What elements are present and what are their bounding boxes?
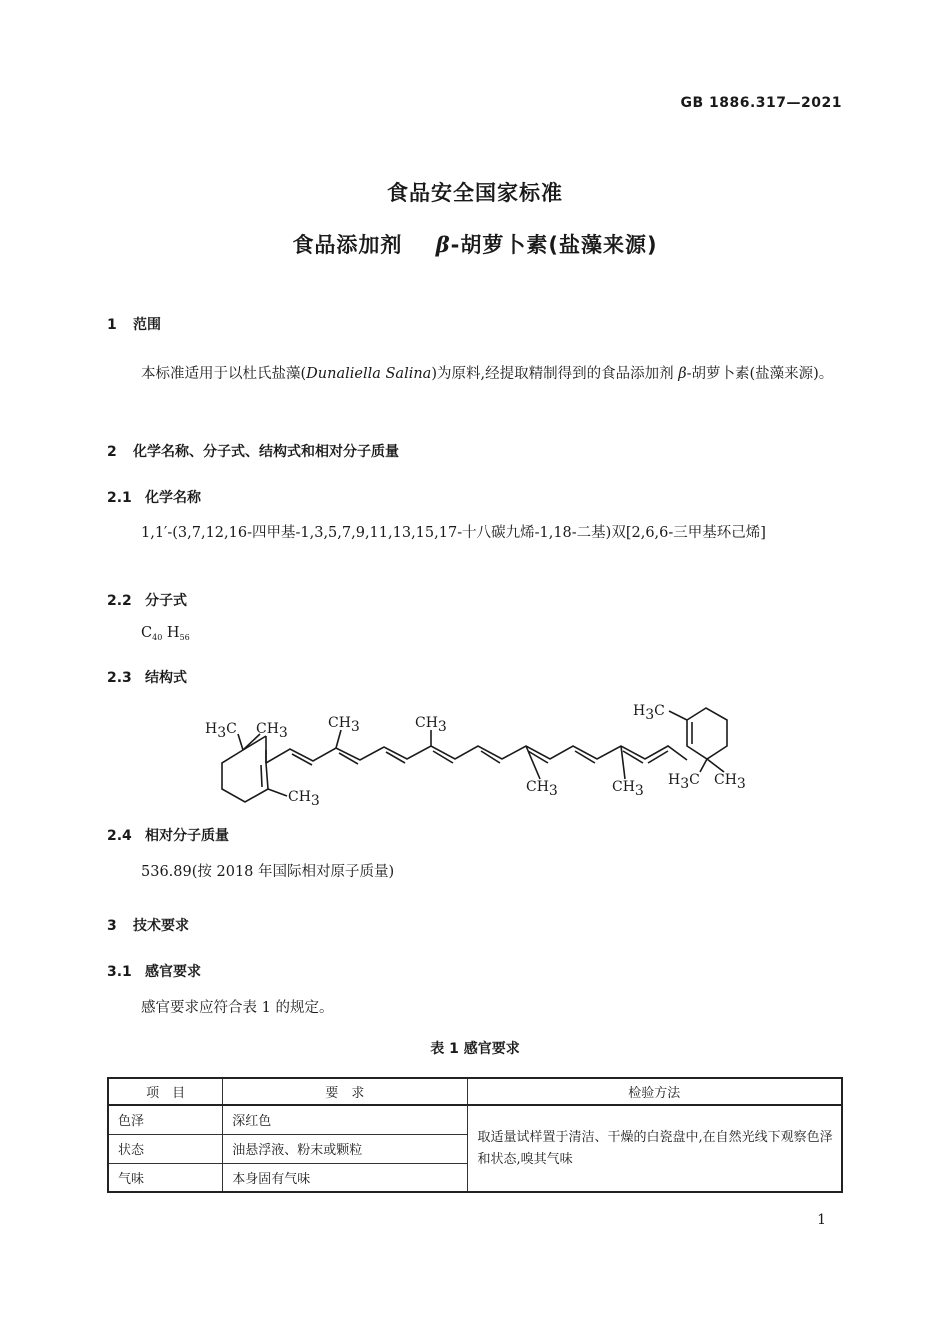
molecular-mass: 536.89(按 2018 年国际相对原子质量) [141,864,395,880]
cell-item: 气味 [108,1163,223,1192]
label-h3c-right-bottom: H3C [668,772,700,792]
formula-h-count: 56 [179,633,190,642]
cell-requirement: 油悬浮液、粉末或颗粒 [223,1134,467,1163]
left-gem-methyl-1 [238,734,243,750]
label-ch3-chain-4: CH3 [612,779,644,799]
species-name: Dunaliella Salina [306,366,432,382]
table-header-row [108,1078,842,1105]
section-number: 3 [107,918,117,934]
cell-item: 状态 [108,1134,223,1163]
chain-double-bond-9 [648,751,668,763]
section-title: 结构式 [145,670,187,686]
section-number: 1 [107,317,117,333]
label-h3c-right-top: H3C [633,703,665,723]
sensory-requirement-text: 感官要求应符合表 1 的规定。 [141,1000,334,1016]
section-title: 化学名称 [145,490,201,506]
scope-text-c: -胡萝卜素(盐藻来源)。 [686,366,834,382]
section-title: 范围 [133,317,161,333]
section-number: 2.4 [107,828,132,844]
left-ring-double-bond [261,765,262,787]
cell-requirement: 本身固有气味 [223,1163,467,1192]
right-ring-methyl [669,711,687,720]
header-requirement: 要 求 [223,1078,467,1105]
label-ch3-left-bottom: CH3 [288,789,320,809]
standard-code: GB 1886.317—2021 [680,95,842,111]
section-title: 化学名称、分子式、结构式和相对分子质量 [133,444,399,460]
formula-c: C [141,625,153,641]
label-ch3-chain-3: CH3 [526,779,558,799]
subtitle-suffix: -胡萝卜素(盐藻来源) [450,233,658,257]
cell-requirement: 深红色 [223,1105,467,1134]
section-title: 分子式 [145,593,187,609]
formula-h: H [166,625,180,641]
label-h3c-left: H3C [205,721,237,741]
section-number: 2.1 [107,490,132,506]
scope-text-b: )为原料,经提取精制得到的食品添加剂 [431,366,679,382]
right-ring [687,708,727,759]
subtitle-beta: β [435,232,451,257]
cell-item: 色泽 [108,1105,223,1134]
header-item: 项 目 [108,1078,223,1105]
scope-text-a: 本标准适用于以杜氏盐藻( [141,366,307,382]
section-title: 感官要求 [145,964,201,980]
section-3-heading [107,915,189,935]
section-title: 技术要求 [133,918,189,934]
polyene-chain [266,746,687,763]
scope-beta: β [678,366,687,382]
section-number: 2.2 [107,593,132,609]
section-number: 2.3 [107,670,132,686]
chain-methyl-1 [336,730,341,748]
section-number: 2 [107,444,117,460]
document-title: 食品安全国家标准 [387,181,563,205]
left-ring-methyl [268,789,287,796]
label-ch3-chain-2: CH3 [415,715,447,735]
sensory-requirements-table [107,1077,843,1193]
formula-c-count: 40 [152,633,163,642]
page-number: 1 [817,1212,826,1228]
right-gem-methyl-1 [700,759,707,772]
section-3-1-heading [107,961,201,981]
label-ch3-chain-1: CH3 [328,715,360,735]
chain-methyl-3 [526,746,540,779]
right-gem-methyl-2 [707,759,724,772]
label-ch3-left-top: CH3 [256,721,288,741]
table-row [108,1105,842,1134]
section-title: 相对分子质量 [145,828,229,844]
section-number: 3.1 [107,964,132,980]
table-1-caption: 表 1 感官要求 [430,1041,520,1057]
header-method: 检验方法 [467,1078,842,1105]
cell-method: 取适量试样置于清洁、干燥的白瓷盘中,在自然光线下观察色泽和状态,嗅其气味 [467,1105,842,1192]
section-2-4-heading [107,825,229,845]
subtitle-prefix: 食品添加剂 [292,233,403,257]
label-ch3-right-bottom: CH3 [714,772,746,792]
chemical-name: 1,1′-(3,7,12,16-四甲基-1,3,5,7,9,11,13,15,17-十八碳九烯-1,18-二基)双[2,6,6-三甲基环己烯] [141,525,766,541]
